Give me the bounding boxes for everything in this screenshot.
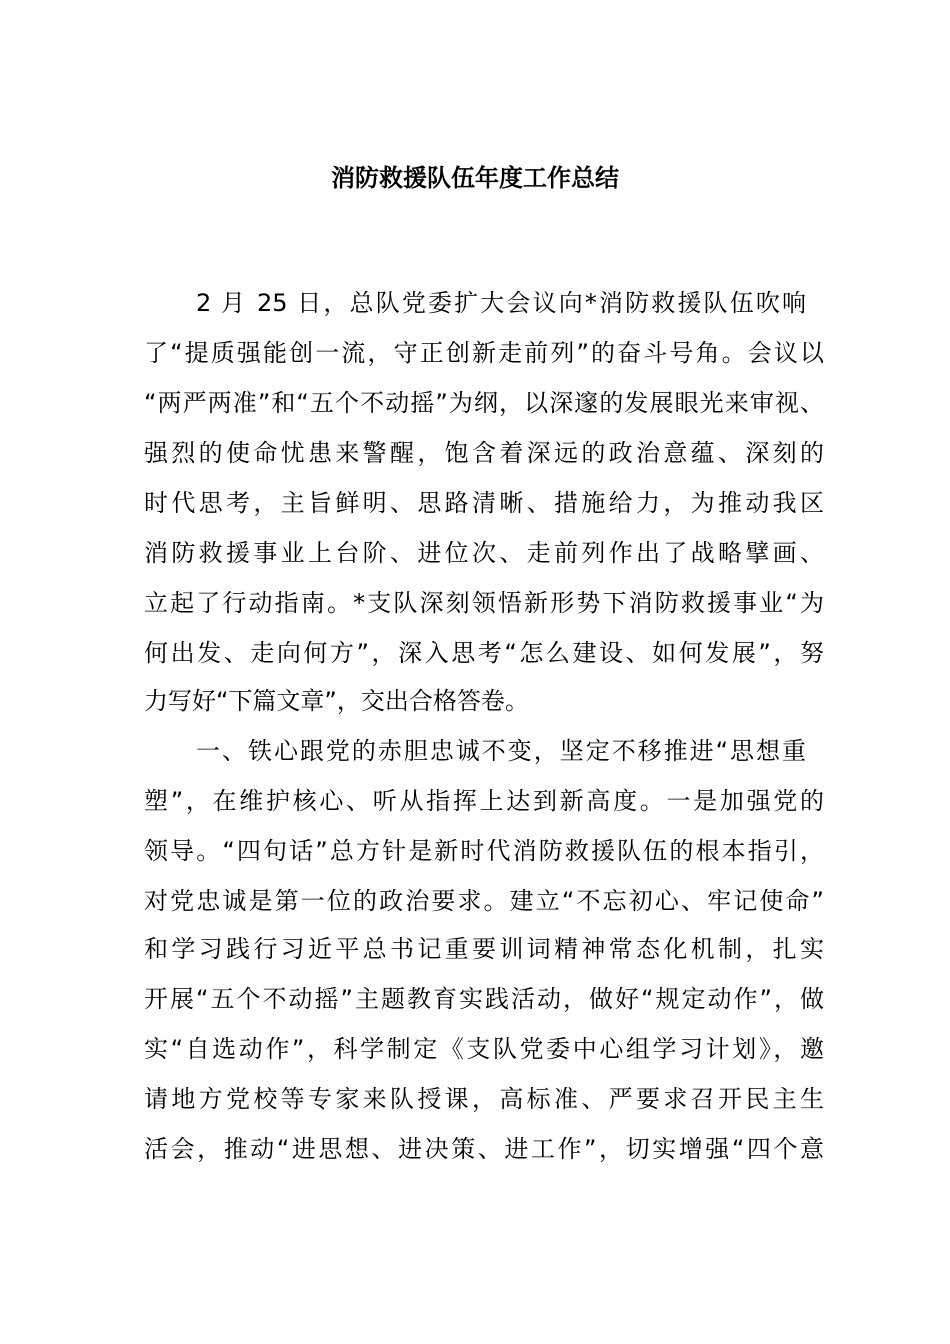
text-line: 活会，推动“进思想、进决策、进工作”，切实增强“四个意 [144,1135,824,1163]
text-line: 塑”，在维护核心、听从指挥上达到新高度。一是加强党的 [144,787,824,815]
text-line: 实“自选动作”，科学制定《支队党委中心组学习计划》，邀 [144,1035,824,1063]
text-line: 力写好“下篇文章”，交出合格答卷。 [144,687,529,715]
text-line: 2 月 25 日，总队党委扩大会议向*消防救援队伍吹响 [196,289,806,317]
text-line: 强烈的使命忧患来警醒，饱含着深远的政治意蕴、深刻的 [144,439,824,467]
text-line: 了“提质强能创一流，守正创新走前列”的奋斗号角。会议以 [144,339,824,367]
text-line: 何出发、走向何方”，深入思考“怎么建设、如何发展”，努 [144,639,824,667]
text-line: 和学习践行习近平总书记重要训词精神常态化机制，扎实 [144,935,824,963]
document-title: 消防救援队伍年度工作总结 [331,164,619,192]
text-line: 开展“五个不动摇”主题教育实践活动，做好“规定动作”，做 [144,985,824,1013]
text-line: 时代思考，主旨鲜明、思路清晰、措施给力，为推动我区 [144,489,824,517]
text-line: 消防救援事业上台阶、进位次、走前列作出了战略擘画、 [144,539,824,567]
text-line: 领导。“四句话”总方针是新时代消防救援队伍的根本指引， [144,837,824,865]
text-line: 一、铁心跟党的赤胆忠诚不变，坚定不移推进“思想重 [196,737,806,765]
text-line: 请地方党校等专家来队授课，高标准、严要求召开民主生 [144,1085,824,1113]
text-line: 对党忠诚是第一位的政治要求。建立“不忘初心、牢记使命” [144,887,824,915]
text-line: “两严两准”和“五个不动摇”为纲，以深邃的发展眼光来审视、 [144,389,824,417]
text-line: 立起了行动指南。*支队深刻领悟新形势下消防救援事业“为 [144,589,824,617]
